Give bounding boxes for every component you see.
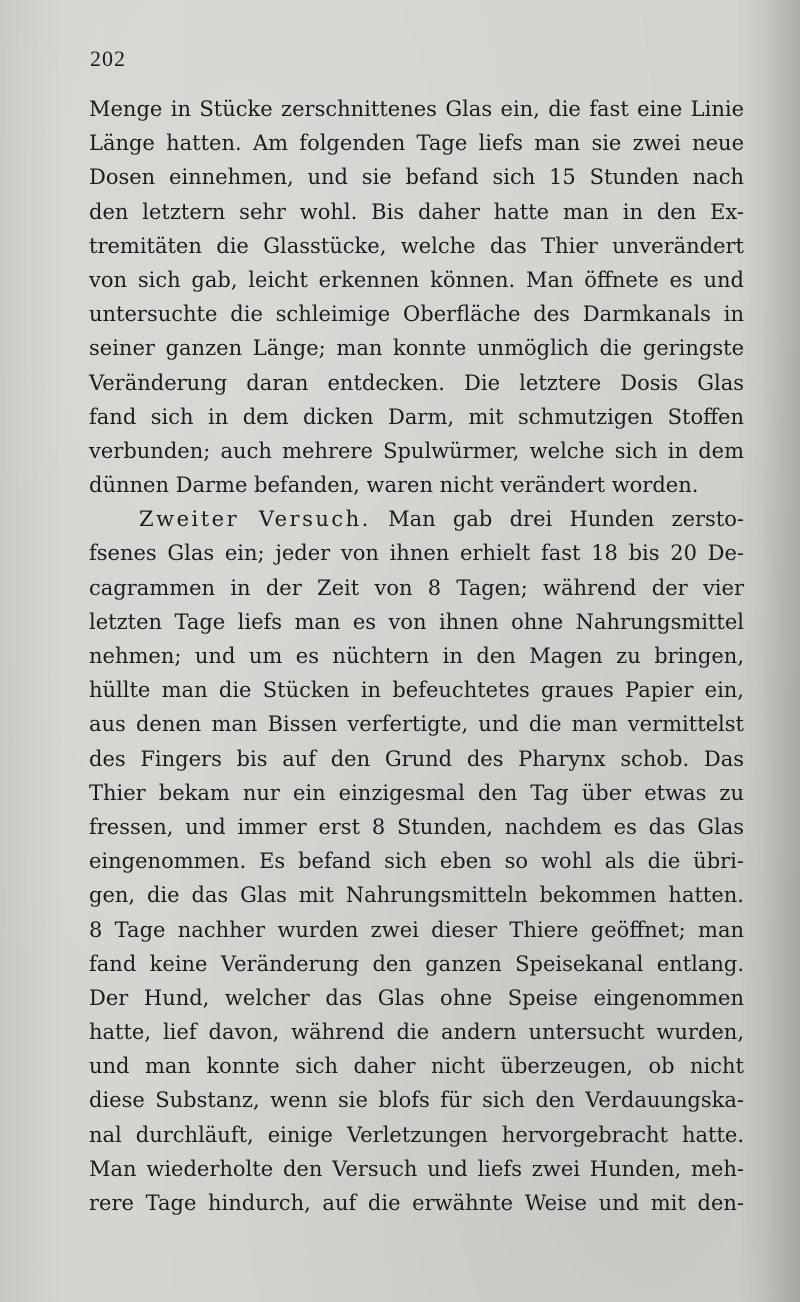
text-line: gen, die das Glas mit Nahrungsmitteln bekommen hatten. xyxy=(89,883,744,908)
text-line: von sich gab, leicht erkennen können. Man öffnete es und xyxy=(89,267,744,292)
text-line: fressen, und immer erst 8 Stunden, nachdem es das Glas xyxy=(89,814,744,839)
text-line: Veränderung daran entdecken. Die letztere Dosis Glas xyxy=(89,370,744,395)
text-line: 8 Tage nachher wurden zwei dieser Thiere geöffnet; man xyxy=(89,917,744,942)
text-line: tremitäten die Glasstücke, welche das Thier unverändert xyxy=(89,233,744,258)
text-line: Länge hatten. Am folgenden Tage liefs man sie zwei neue xyxy=(89,131,744,156)
text-line: Menge in Stücke zerschnittenes Glas ein, die fast eine Linie xyxy=(89,97,744,121)
text-line: des Fingers bis auf den Grund des Pharynx schob. Das xyxy=(89,746,744,771)
text-line: aus denen man Bissen verfertigte, und die man vermittelst xyxy=(89,712,744,737)
text-line: nal durchläuft, einige Verletzungen hervorgebracht hatte. xyxy=(89,1122,744,1147)
text-line: Thier bekam nur ein einzigesmal den Tag über etwas zu xyxy=(89,780,744,805)
text-line: hüllte man die Stücken in befeuchtetes graues Papier ein, xyxy=(89,678,744,703)
text-line: Man wiederholte den Versuch und liefs zwei Hunden, meh- xyxy=(89,1156,744,1181)
text-line: fand keine Veränderung den ganzen Speisekanal entlang. xyxy=(89,951,744,976)
text-line: diese Substanz, wenn sie blofs für sich den Verdauungska- xyxy=(89,1088,744,1113)
text-line: cagrammen in der Zeit von 8 Tagen; während der vier xyxy=(89,575,744,600)
body-text xyxy=(89,92,744,1220)
text-line: fsenes Glas ein; jeder von ihnen erhielt fast 18 bis 20 De- xyxy=(89,541,744,566)
text-line: seiner ganzen Länge; man konnte unmöglich die geringste xyxy=(89,336,744,361)
text-line: nehmen; und um es nüchtern in den Magen zu bringen, xyxy=(89,644,744,668)
text-line: verbunden; auch mehrere Spulwürmer, welche sich in dem xyxy=(89,438,744,463)
text-line: letzten Tage liefs man es von ihnen ohne Nahrungsmittel xyxy=(89,609,744,634)
text-line: untersuchte die schleimige Oberfläche des Darmkanals in xyxy=(89,302,744,327)
experiment-heading-line: Zweiter Versuch. Man gab drei Hunden zersto- xyxy=(139,507,745,532)
text-line: und man konnte sich daher nicht überzeugen, ob nicht xyxy=(89,1054,744,1079)
text-line: Der Hund, welcher das Glas ohne Speise eingenommen xyxy=(89,985,744,1010)
page-number: 202 xyxy=(90,46,126,71)
page-edge-shadow xyxy=(760,0,800,1302)
paragraph-end-line: dünnen Darme befanden, waren nicht verändert worden. xyxy=(89,473,699,498)
text-line: fand sich in dem dicken Darm, mit schmutzigen Stoffen xyxy=(89,404,744,429)
experiment-heading: Zweiter Versuch. xyxy=(139,507,371,532)
text-line: den letztern sehr wohl. Bis daher hatte man in den Ex- xyxy=(89,199,744,224)
text-line: eingenommen. Es befand sich eben so wohl als die übri- xyxy=(89,849,744,874)
text-line: hatte, lief davon, während die andern untersucht wurden, xyxy=(89,1020,744,1045)
text-line: rere Tage hindurch, auf die erwähnte Weise und mit den- xyxy=(89,1191,744,1215)
text-line: Dosen einnehmen, und sie befand sich 15 Stunden nach xyxy=(89,165,744,190)
